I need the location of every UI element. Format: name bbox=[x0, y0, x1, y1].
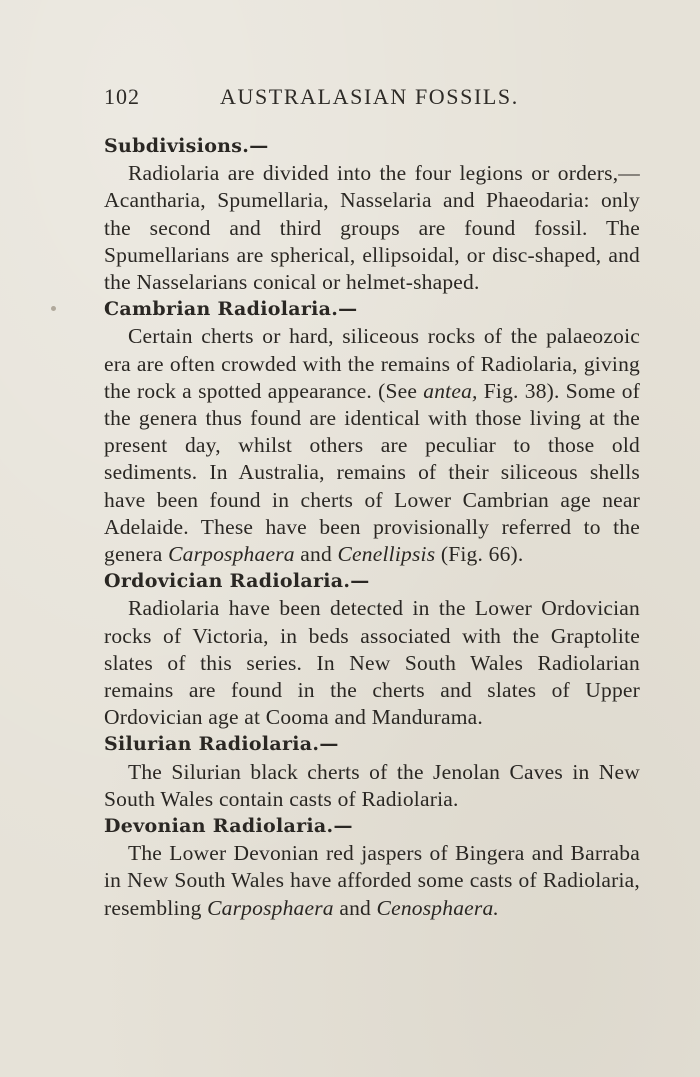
text-run: Fig. 38). Some of the genera thus found are identical with those living at the present day, whilst others are peculiar to those old sediments. In Australia, remains of their siliceous shells have been found in cherts of Lower Cambrian age near Adelaide. These have been provisionally referred to the genera bbox=[104, 378, 641, 567]
text-run: The Silurian black cherts of the Jenolan Caves in New South Wales contain casts of Radiolaria. bbox=[104, 759, 640, 811]
text-run: Radiolaria are divided into the four legions or orders,—Acantharia, Spumellaria, Nasselaria and Phaeodaria: only the second and third groups are found fossil. The Spumellarians are spherical, ellipsoidal, or disc-shaped, and the Nasselarians conical or helmet-shaped. bbox=[104, 161, 640, 294]
section-paragraph bbox=[104, 595, 640, 731]
italic-term: Carposphaera bbox=[207, 895, 334, 920]
text-run: Radiolaria have been detected in the Lower Ordovician rocks of Victoria, in beds associated with the Graptolite slates of this series. In New South Wales Radiolarian remains are found in the cherts and slates of Upper Ordovician age at Cooma and Mandurama. bbox=[104, 596, 640, 730]
paper-speck bbox=[51, 306, 56, 311]
italic-term: antea, bbox=[423, 378, 478, 403]
page-number: 102 bbox=[104, 84, 140, 109]
section-paragraph bbox=[104, 323, 640, 568]
section-paragraph bbox=[104, 759, 640, 813]
section-heading: Cambrian Radiolaria.— bbox=[104, 298, 358, 321]
section-paragraph bbox=[104, 840, 640, 922]
running-head bbox=[104, 84, 644, 114]
text-run: and bbox=[294, 542, 338, 567]
italic-term: Cenellipsis bbox=[337, 542, 436, 567]
page-body bbox=[104, 133, 640, 922]
section-heading: Subdivisions.— bbox=[104, 135, 269, 157]
italic-term: Carposphaera bbox=[168, 542, 295, 567]
running-title: AUSTRALASIAN FOSSILS. bbox=[220, 84, 519, 109]
italic-term: Cenosphaera. bbox=[376, 895, 499, 920]
section-heading: Silurian Radiolaria.— bbox=[104, 733, 339, 756]
section-heading: Devonian Radiolaria.— bbox=[104, 815, 353, 838]
text-run: and bbox=[333, 895, 377, 920]
section-heading: Ordovician Radiolaria.— bbox=[104, 570, 370, 593]
text-run: (Fig. 66). bbox=[435, 542, 524, 567]
text-run: Certain cherts or hard, siliceous rocks of the palaeozoic era are often crowded with the remains of Radiolaria, giving the rock a spotted appearance. (See bbox=[104, 324, 640, 403]
text-run: The Lower Devonian red jaspers of Bingera and Barraba in New South Wales have afforded some casts of Radiolaria, resembling bbox=[104, 841, 640, 920]
section-paragraph bbox=[104, 160, 640, 296]
